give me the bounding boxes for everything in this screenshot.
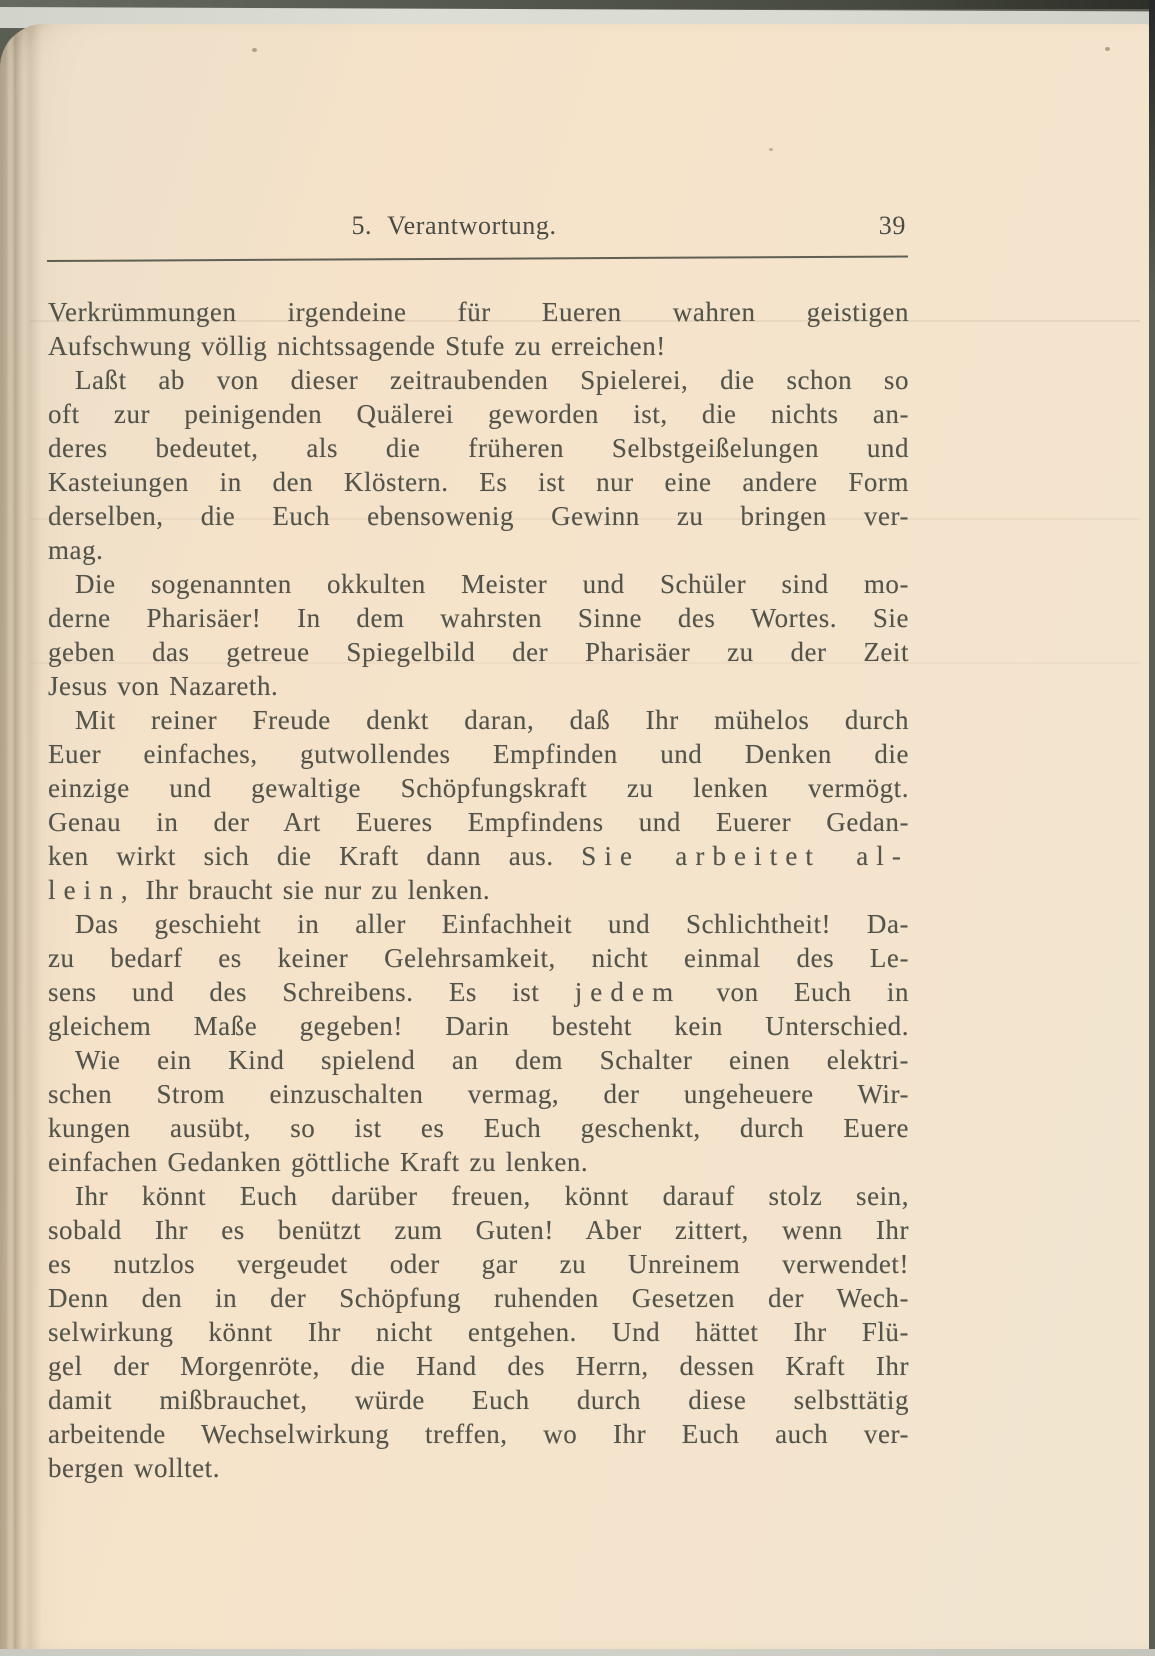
text-segment: Laßt ab von dieser zeitraubenden Spielerei, die schon so	[75, 365, 909, 395]
text-line	[48, 499, 909, 533]
text-segment: oft zur peinigenden Quälerei geworden ist, die nichts an-	[48, 399, 909, 429]
emphasized-spaced-text: jedem	[574, 977, 682, 1007]
spine-shadow	[0, 24, 42, 1649]
text-line	[48, 1315, 909, 1349]
text-line	[48, 1111, 909, 1145]
page-body	[48, 295, 909, 1485]
text-segment: von Euch in	[681, 977, 909, 1007]
text-line	[48, 1179, 909, 1213]
page-number: 39	[878, 211, 906, 240]
text-segment: Ihr könnt Euch darüber freuen, könnt darauf stolz sein,	[75, 1181, 909, 1211]
text-segment: gleichem Maße gegeben! Darin besteht kein Unterschied.	[48, 1011, 909, 1041]
text-segment: arbeitende Wechselwirkung treffen, wo Ihr Euch auch ver-	[48, 1419, 909, 1449]
text-segment: einzige und gewaltige Schöpfungskraft zu lenken vermögt.	[48, 773, 909, 803]
text-segment: es nutzlos vergeudet oder gar zu Unreinem verwendet!	[48, 1249, 909, 1279]
text-line	[48, 465, 909, 499]
text-line	[48, 1077, 909, 1111]
text-line	[48, 1213, 909, 1247]
text-line	[48, 567, 909, 601]
emphasized-spaced-text: lein,	[48, 875, 136, 905]
text-segment: geben das getreue Spiegelbild der Pharisäer zu der Zeit	[48, 637, 909, 667]
text-segment: Verkrümmungen irgendeine für Eueren wahren geistigen	[48, 297, 909, 327]
text-line	[48, 1247, 909, 1281]
text-segment: ken wirkt sich die Kraft dann aus.	[48, 841, 582, 871]
text-line	[48, 873, 909, 907]
text-line	[48, 1009, 909, 1043]
text-segment: derne Pharisäer! In dem wahrsten Sinne des Wortes. Sie	[48, 603, 909, 633]
text-line	[48, 907, 909, 941]
text-line	[48, 737, 909, 771]
scanner-right-edge	[1149, 0, 1155, 295]
text-segment: Das geschieht in aller Einfachheit und Schlichtheit! Da-	[75, 909, 909, 939]
text-line	[48, 1281, 909, 1315]
text-line	[48, 669, 909, 703]
text-line	[48, 1417, 909, 1451]
text-segment: Ihr braucht sie nur zu lenken.	[135, 875, 491, 905]
text-line	[48, 295, 909, 329]
text-line	[48, 703, 909, 737]
chapter-title: Verantwortung.	[387, 211, 557, 240]
text-segment: Mit reiner Freude denkt daran, daß Ihr mühelos durch	[75, 705, 909, 735]
paper-speck	[252, 48, 257, 52]
text-line	[48, 431, 909, 465]
text-segment: mag.	[48, 535, 104, 565]
text-line	[48, 1145, 909, 1179]
text-segment: Genau in der Art Eueres Empfindens und Euerer Gedan-	[48, 807, 909, 837]
chapter-number: 5.	[351, 211, 373, 240]
text-segment: Die sogenannten okkulten Meister und Schüler sind mo-	[75, 569, 909, 599]
text-segment: deres bedeutet, als die früheren Selbstgeißelungen und	[48, 433, 909, 463]
text-segment: sens und des Schreibens. Es ist	[48, 977, 575, 1007]
text-line	[48, 941, 909, 975]
text-line	[48, 329, 909, 363]
text-line	[48, 839, 909, 873]
text-segment: sobald Ihr es benützt zum Guten! Aber zittert, wenn Ihr	[48, 1215, 909, 1245]
paper-speck	[769, 148, 773, 151]
text-segment: schen Strom einzuschalten vermag, der ungeheuere Wir-	[48, 1079, 909, 1109]
scanner-bottom-edge	[0, 1649, 1155, 1656]
text-segment: zu bedarf es keiner Gelehrsamkeit, nicht einmal des Le-	[48, 943, 909, 973]
text-segment: bergen wolltet.	[48, 1453, 220, 1483]
text-segment: Euer einfaches, gutwollendes Empfinden und Denken die	[48, 739, 909, 769]
text-line	[48, 601, 909, 635]
paper-speck	[1105, 47, 1110, 51]
text-segment: einfachen Gedanken göttliche Kraft zu lenken.	[48, 1147, 589, 1177]
text-line	[48, 771, 909, 805]
emphasized-spaced-text: Sie arbeitet al-	[581, 841, 909, 871]
text-line	[48, 635, 909, 669]
text-segment: derselben, die Euch ebensowenig Gewinn zu bringen ver-	[48, 501, 909, 531]
running-head	[48, 211, 908, 249]
text-line	[48, 363, 909, 397]
text-line	[48, 1451, 909, 1485]
text-line	[48, 805, 909, 839]
text-segment: Aufschwung völlig nichtssagende Stufe zu erreichen!	[48, 331, 666, 361]
text-segment: kungen ausübt, so ist es Euch geschenkt, durch Euere	[48, 1113, 909, 1143]
text-line	[48, 397, 909, 431]
text-segment: Kasteiungen in den Klöstern. Es ist nur eine andere Form	[48, 467, 909, 497]
text-segment: selwirkung könnt Ihr nicht entgehen. Und hättet Ihr Flü-	[48, 1317, 909, 1347]
text-line	[48, 1043, 909, 1077]
text-segment: gel der Morgenröte, die Hand des Herrn, dessen Kraft Ihr	[48, 1351, 909, 1381]
text-line	[48, 1349, 909, 1383]
text-line	[48, 1383, 909, 1417]
text-line	[48, 975, 909, 1009]
text-line	[48, 533, 909, 567]
chapter-heading	[24, 211, 884, 241]
text-segment: Denn den in der Schöpfung ruhenden Gesetzen der Wech-	[48, 1283, 909, 1313]
text-segment: damit mißbrauchet, würde Euch durch diese selbsttätig	[48, 1385, 909, 1415]
text-segment: Wie ein Kind spielend an dem Schalter einen elektri-	[75, 1045, 909, 1075]
text-segment: Jesus von Nazareth.	[48, 671, 279, 701]
